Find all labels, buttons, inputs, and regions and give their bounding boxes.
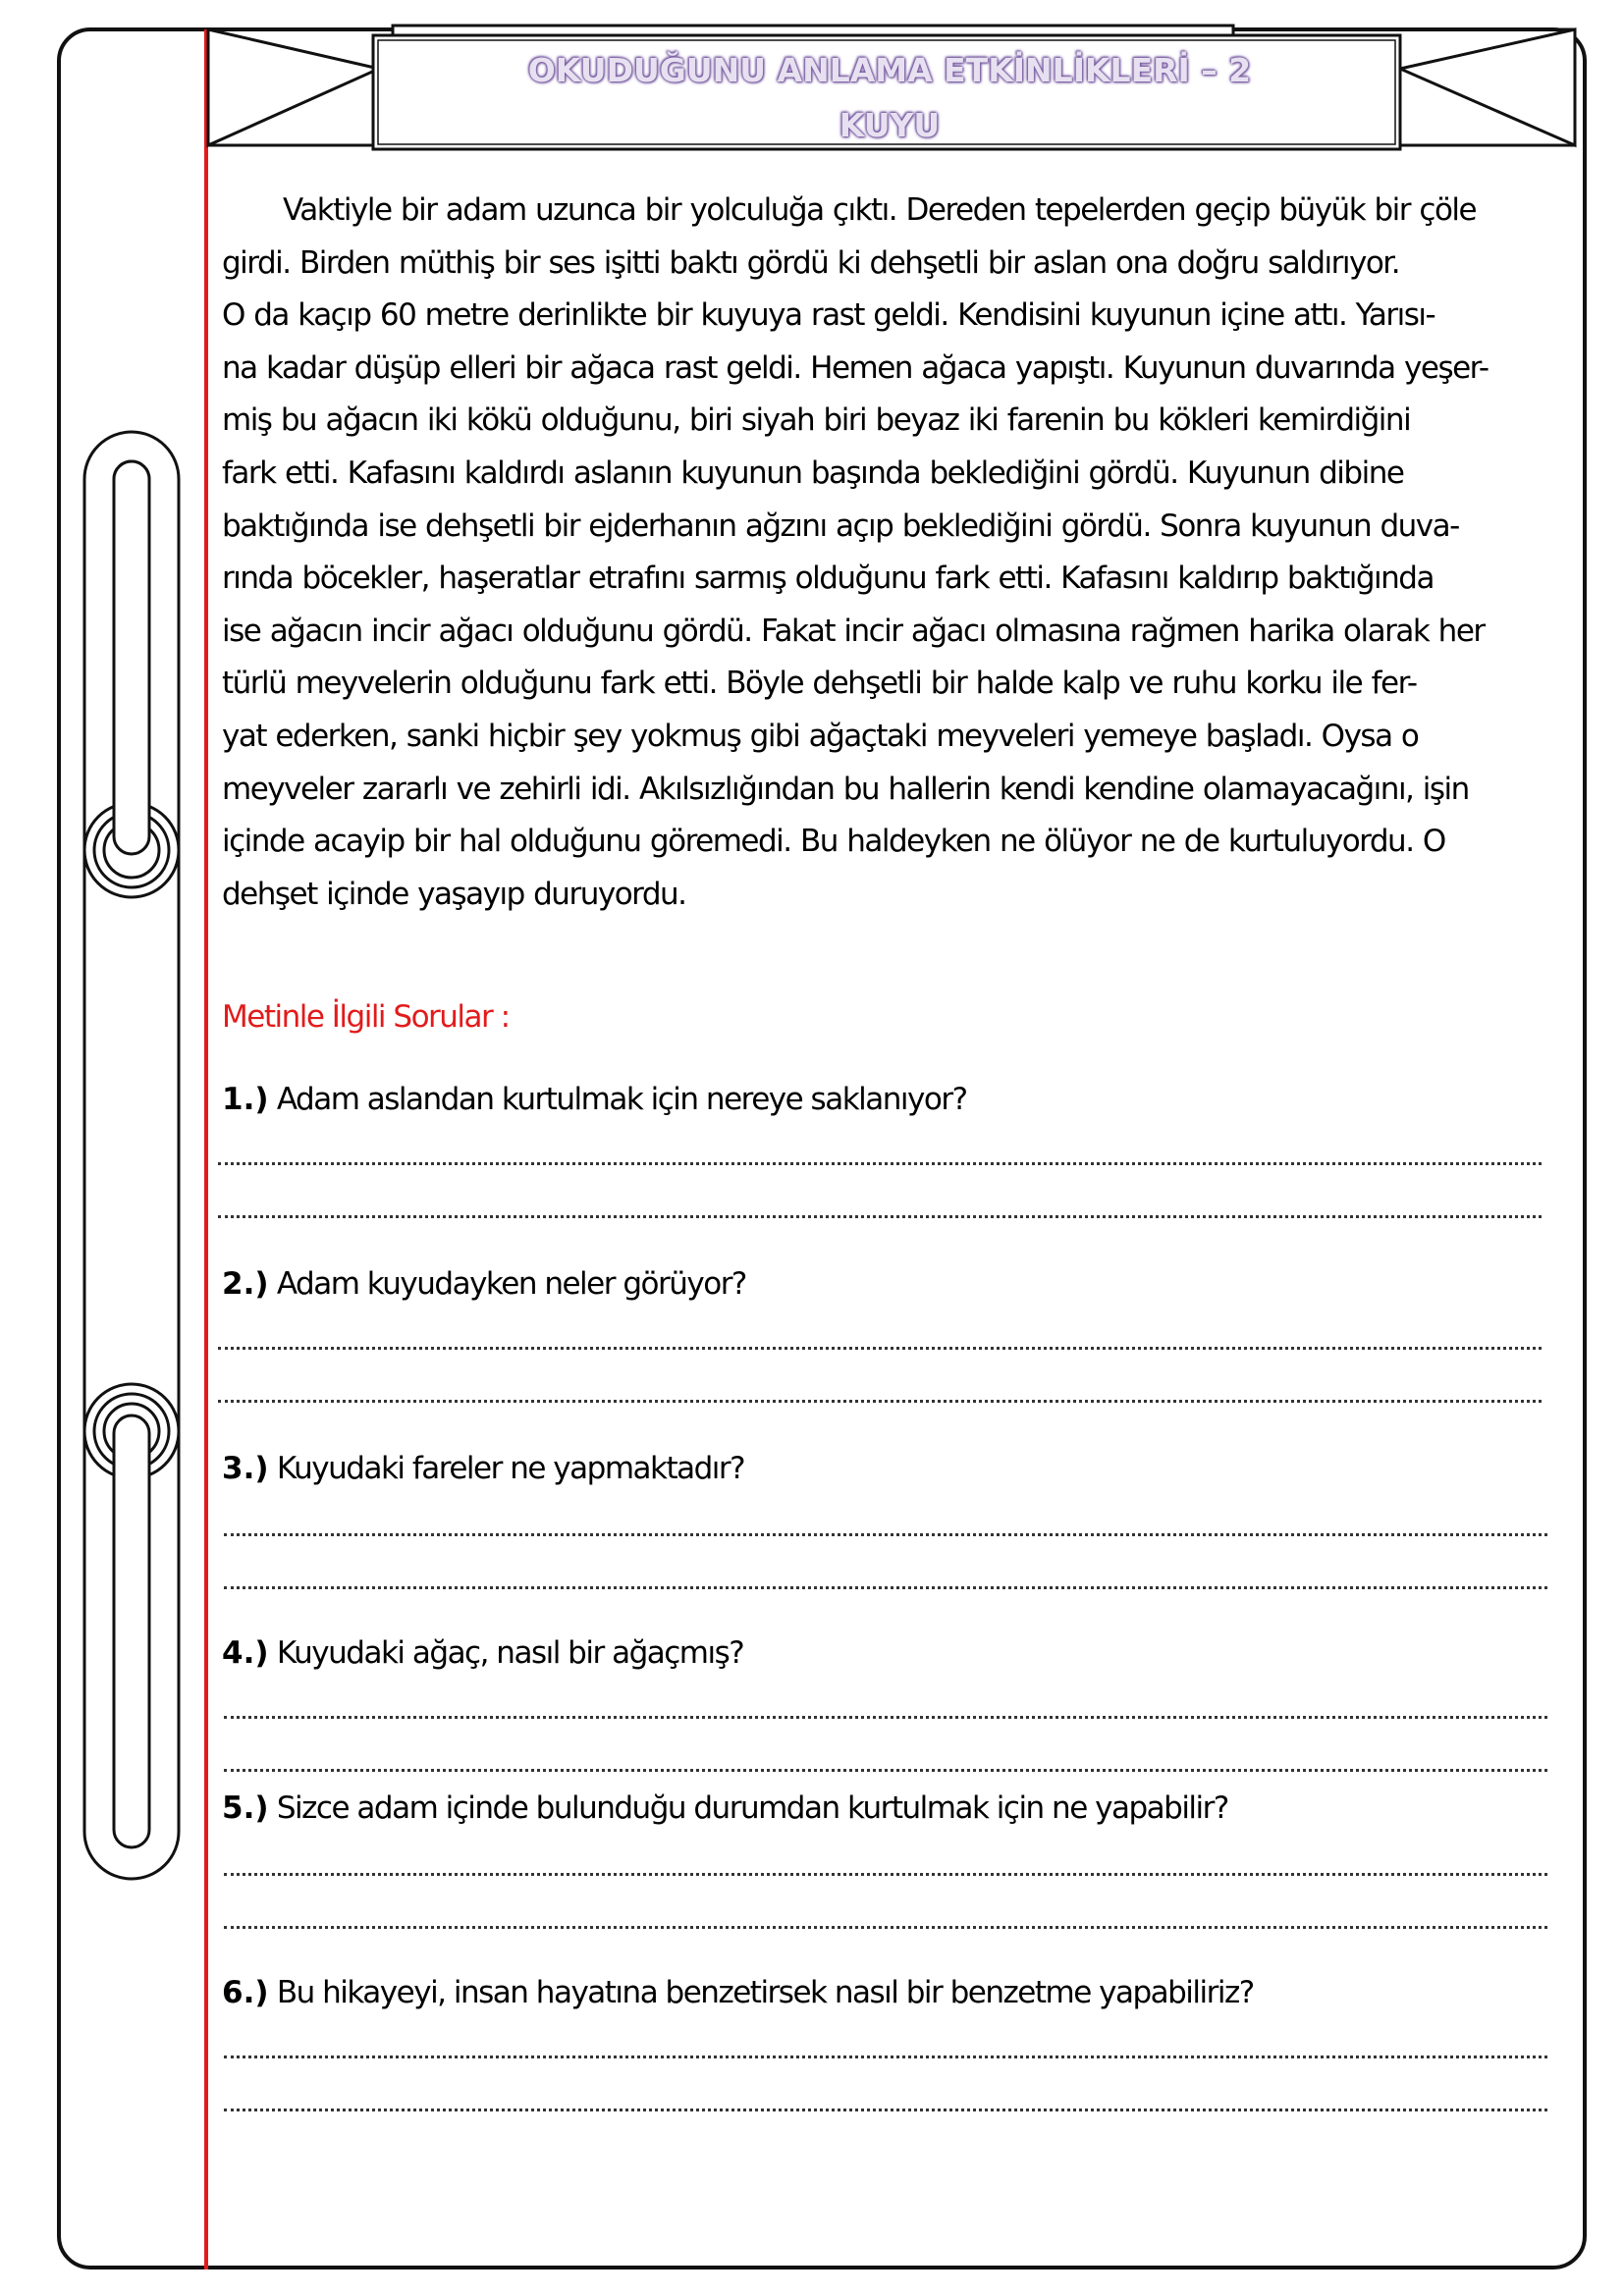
question-number: 4.) (222, 1635, 269, 1671)
answer-line[interactable] (224, 1769, 1547, 1772)
question-text: Adam aslandan kurtulmak için nereye saklanıyor? (268, 1082, 967, 1117)
story-line: Vaktiyle bir adam uzunca bir yolculuğa çıktı. Dereden tepelerden geçip büyük bir çöle (283, 192, 1477, 228)
story-paragraph (222, 185, 1589, 921)
question-6 (222, 1975, 1254, 2010)
title-line-1: OKUDUĞUNU ANLAMA ETKİNLİKLERİ – 2 (527, 51, 1252, 89)
answer-line[interactable] (224, 1716, 1547, 1719)
questions-heading: Metinle İlgili Sorular : (222, 999, 510, 1035)
story-line: ise ağacın incir ağacı olduğunu gördü. Fakat incir ağacı olmasına rağmen harika olarak her (222, 613, 1485, 649)
answer-line[interactable] (224, 2056, 1547, 2058)
question-number: 3.) (222, 1451, 269, 1486)
story-line: rında böcekler, haşeratlar etrafını sarmış olduğunu fark etti. Kafasını kaldırıp baktığında (222, 561, 1434, 597)
story-line: içinde acayip bir hal olduğunu göremedi. Bu haldeyken ne ölüyor ne de kurtuluyordu. O (222, 824, 1445, 860)
story-line: türlü meyvelerin olduğunu fark etti. Böyle dehşetli bir halde kalp ve ruhu korku ile fer- (222, 666, 1417, 702)
question-4 (222, 1635, 743, 1671)
story-line: baktığında ise dehşetli bir ejderhanın ağzını açıp beklediğini gördü. Sonra kuyunun duva- (222, 507, 1459, 544)
question-text: Bu hikayeyi, insan hayatına benzetirsek nasıl bir benzetme yapabiliriz? (268, 1975, 1254, 2010)
story-line: O da kaçıp 60 metre derinlikte bir kuyuya rast geldi. Kendisini kuyunun içine attı. Yarısı- (222, 297, 1435, 334)
question-3 (222, 1451, 744, 1486)
question-text: Kuyudaki fareler ne yapmaktadır? (268, 1451, 745, 1486)
answer-line[interactable] (224, 1533, 1547, 1536)
question-number: 2.) (222, 1266, 269, 1302)
story-line: yat ederken, sanki hiçbir şey yokmuş gibi ağaçtaki meyveleri yemeye başladı. Oysa o (222, 718, 1419, 754)
answer-line[interactable] (218, 1215, 1542, 1218)
question-number: 5.) (222, 1790, 269, 1826)
story-line: fark etti. Kafasını kaldırdı aslanın kuyunun başında beklediğini gördü. Kuyunun dibine (222, 454, 1404, 491)
answer-line[interactable] (224, 1586, 1547, 1589)
title-line-2: KUYU (839, 106, 941, 144)
story-line: miş bu ağacın iki kökü olduğunu, biri siyah biri beyaz iki farenin bu kökleri kemirdiğini (222, 402, 1411, 439)
question-number: 1.) (222, 1082, 269, 1117)
question-1 (222, 1082, 967, 1117)
question-text: Kuyudaki ağaç, nasıl bir ağaçmış? (268, 1635, 744, 1671)
binder-strap (84, 432, 179, 1879)
question-number: 6.) (222, 1975, 269, 2010)
answer-line[interactable] (218, 1162, 1542, 1165)
question-text: Sizce adam içinde bulunduğu durumdan kurtulmak için ne yapabilir? (268, 1790, 1228, 1826)
answer-line[interactable] (218, 1347, 1542, 1350)
answer-line[interactable] (224, 1926, 1547, 1929)
answer-line[interactable] (218, 1400, 1542, 1403)
question-5 (222, 1790, 1228, 1826)
answer-line[interactable] (224, 1873, 1547, 1876)
worksheet-title (379, 43, 1400, 153)
question-text: Adam kuyudayken neler görüyor? (268, 1266, 746, 1302)
story-line: meyveler zararlı ve zehirli idi. Akılsızlığından bu hallerin kendi kendine olamayacağını, işin (222, 771, 1469, 807)
answer-line[interactable] (224, 2109, 1547, 2111)
story-line: na kadar düşüp elleri bir ağaca rast geldi. Hemen ağaca yapıştı. Kuyunun duvarında yeşer- (222, 349, 1489, 386)
story-line: girdi. Birden müthiş bir ses işitti baktı gördü ki dehşetli bir aslan ona doğru saldırıyor. (222, 244, 1400, 281)
story-line: dehşet içinde yaşayıp duruyordu. (222, 876, 686, 912)
question-2 (222, 1266, 746, 1302)
